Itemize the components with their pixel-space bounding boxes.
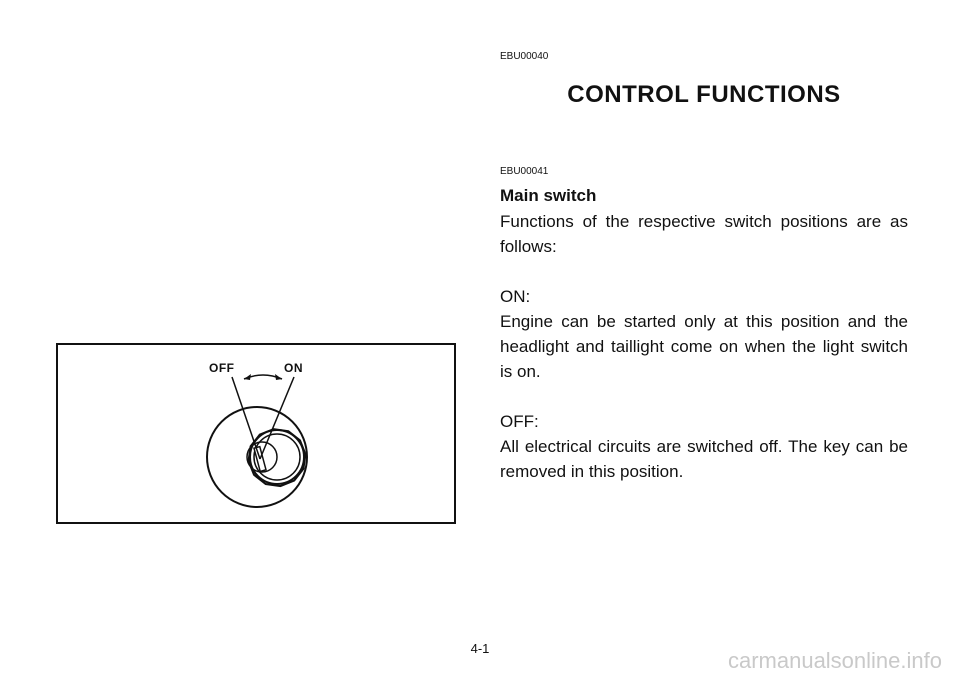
figure-on-label: ON — [284, 361, 303, 375]
page-title: CONTROL FUNCTIONS — [567, 81, 841, 108]
figure-off-label: OFF — [209, 361, 235, 375]
off-position-description: All electrical circuits are switched off. The key can be removed in this position. — [500, 437, 908, 481]
subsection-heading: Main switch — [500, 186, 597, 205]
on-position-description: Engine can be started only at this position and the headlight and taillight come on when the light switch is on. — [500, 312, 908, 381]
watermark: carmanualsonline.info — [727, 648, 942, 673]
page-number: 4-1 — [470, 641, 490, 656]
intro-paragraph: Functions of the respective switch positions are as follows: — [500, 212, 908, 256]
on-position-label: ON: — [500, 287, 531, 306]
subsection-code: EBU00041 — [500, 166, 549, 177]
off-position-label: OFF: — [500, 412, 539, 431]
ignition-switch-illustration — [58, 345, 458, 526]
main-switch-figure — [56, 343, 456, 524]
text-column — [500, 50, 908, 484]
section-code: EBU00040 — [500, 51, 549, 62]
